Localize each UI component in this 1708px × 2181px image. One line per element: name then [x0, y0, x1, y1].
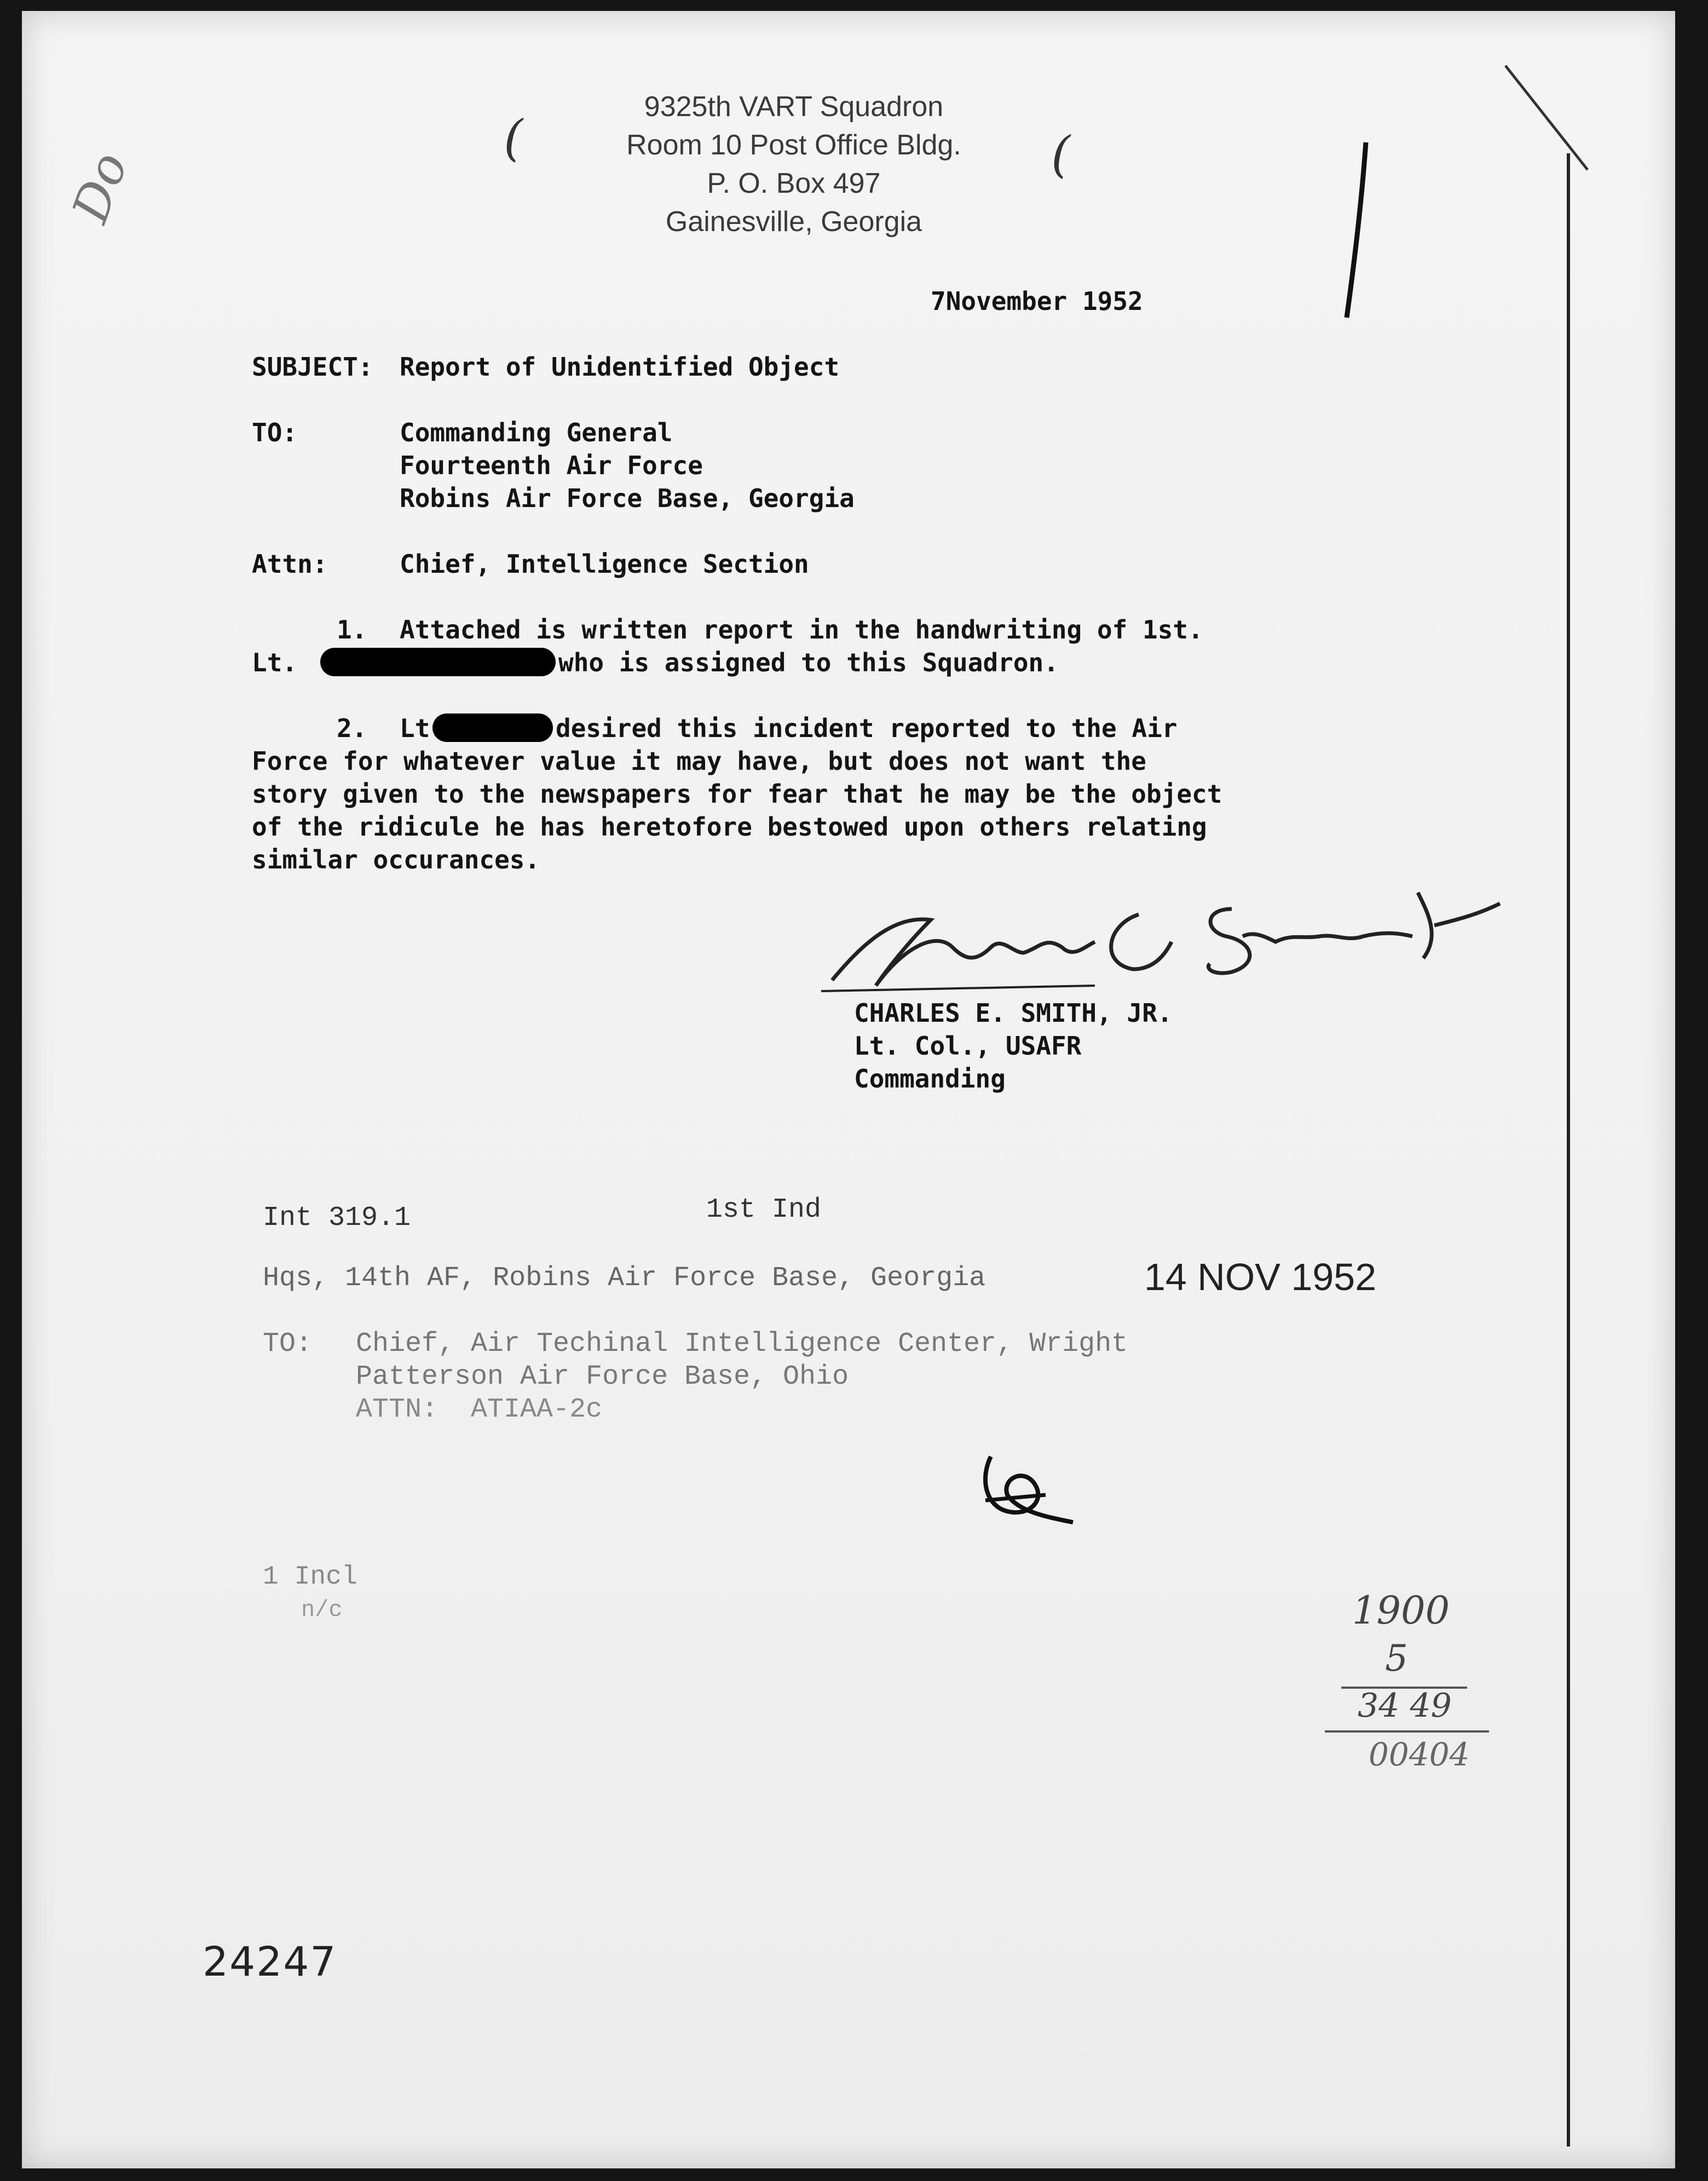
incl-line-2: n/c — [301, 1597, 343, 1623]
redaction-name-2 — [432, 713, 553, 742]
para2-line-3: story given to the newspapers for fear that he may be the object — [252, 779, 1222, 809]
document-number: 24247 — [203, 1938, 337, 1986]
para2-line-4: of the ridicule he has heretofore bestowed upon others relating — [252, 812, 1207, 842]
ind-to-line-1: Chief, Air Techinal Intelligence Center, Wright — [356, 1328, 1128, 1360]
to-line-3: Robins Air Force Base, Georgia — [400, 484, 855, 513]
ind-date-stamp: 14 NOV 1952 — [1144, 1256, 1377, 1298]
letterhead-unit: 9325th VART Squadron — [644, 91, 944, 123]
letterhead-box: P. O. Box 497 — [707, 168, 881, 199]
para1-line-1: Attached is written report in the handwriting of 1st. — [400, 615, 1203, 644]
right-paren-mark: ( — [1051, 126, 1071, 183]
hand-number-3: 34 49 — [1358, 1687, 1452, 1725]
ind-to-label: TO: — [263, 1328, 313, 1360]
para1-number: 1. — [337, 615, 367, 644]
signer-role: Commanding — [854, 1064, 1006, 1094]
ind-file-number: Int 319.1 — [263, 1202, 411, 1234]
letterhead-city: Gainesville, Georgia — [665, 206, 922, 238]
para2-line-2: Force for whatever value it may have, but does not want the — [252, 746, 1146, 776]
page-edge-line — [1567, 153, 1570, 2147]
para1-line-2-suffix: who is assigned to this Squadron. — [558, 648, 1059, 677]
initials-mark — [969, 1446, 1111, 1533]
letter-date: 7November 1952 — [931, 286, 1143, 316]
fraction-line-2 — [1325, 1730, 1489, 1733]
ind-to-line-2: Patterson Air Force Base, Ohio — [356, 1361, 849, 1392]
para1-line-2-prefix: Lt. — [252, 648, 298, 677]
letterhead — [547, 88, 1040, 241]
signature-scrawl — [810, 882, 1527, 1008]
corner-handwriting: Do — [61, 145, 140, 230]
document-page — [22, 11, 1675, 2168]
left-paren-mark: ( — [504, 110, 523, 167]
subject-text: Report of Unidentified Object — [400, 352, 840, 382]
incl-line-1: 1 Incl — [263, 1562, 357, 1592]
hand-number-4: 00404 — [1369, 1736, 1470, 1773]
to-line-2: Fourteenth Air Force — [400, 451, 703, 480]
redaction-name-1 — [320, 648, 556, 676]
corner-fold-mark — [1500, 55, 1609, 186]
ind-attn: ATTN: ATIAA-2c — [356, 1394, 603, 1425]
ind-from: Hqs, 14th AF, Robins Air Force Base, Georgia — [263, 1263, 986, 1294]
para2-number: 2. — [337, 713, 367, 743]
hand-number-1: 1900 — [1352, 1588, 1450, 1633]
hand-number-2: 5 — [1385, 1637, 1408, 1679]
letterhead-room: Room 10 Post Office Bldg. — [626, 129, 961, 161]
attn-label: Attn: — [252, 549, 328, 579]
subject-label: SUBJECT: — [252, 352, 373, 382]
ind-title: 1st Ind — [706, 1194, 822, 1225]
para2-line-1-suffix: desired this incident reported to the Air — [556, 713, 1178, 743]
pen-stroke-mark — [1336, 137, 1380, 323]
attn-text: Chief, Intelligence Section — [400, 549, 809, 579]
to-label: TO: — [252, 418, 298, 447]
para2-line-1-prefix: Lt — [400, 713, 430, 743]
to-line-1: Commanding General — [400, 418, 673, 447]
para2-line-5: similar occurances. — [252, 845, 540, 874]
signer-name: CHARLES E. SMITH, JR. — [854, 998, 1173, 1028]
signer-rank: Lt. Col., USAFR — [854, 1031, 1082, 1061]
